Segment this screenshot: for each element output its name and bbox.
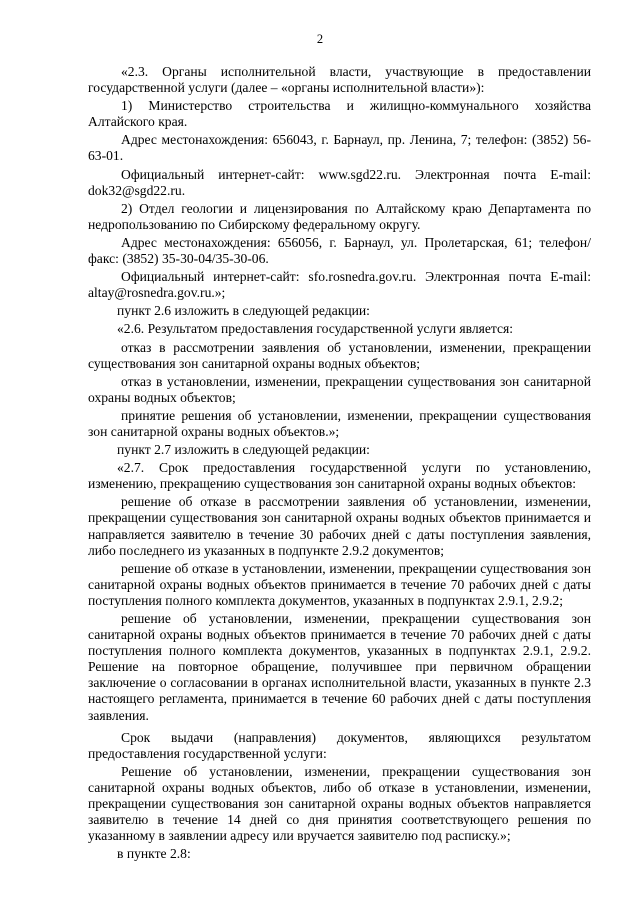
paragraph-term-30-days: решение об отказе в рассмотрении заявления об установлении, изменении, прекращении существования зон санитарной охраны водных объектов принимается и направляется заявителю в течение 30 рабочих дней с даты поступления заявления, либо последнего из указанных в подпункте 2.9.2 документов; — [88, 494, 591, 558]
paragraph-point-2-8: в пункте 2.8: — [117, 846, 191, 862]
paragraph-issue-14-days: Решение об установлении, изменении, прекращении существования зон санитарной охраны водных объектов, либо об отказе в установлении, изменении, прекращении существования зон санитарной охраны водных объектов направляется заявителю в течение 14 дней со дня принятия соответствующего решения по указанному в заявлении адресу или вручается заявителю под расписку.»; — [88, 763, 591, 844]
page-number: 2 — [316, 32, 324, 46]
paragraph-2-7-term: «2.7. Срок предоставления государственной услуги по установлению, изменению, прекращению существования зон санитарной охраны водных объектов: — [88, 460, 591, 492]
paragraph-term-70-days-decision: решение об установлении, изменении, прекращении существования зон санитарной охраны водных объектов принимается в течение 70 рабочих дней с даты поступления полного комплекта документов, указанных в подпунктах 2.9.1, 2.9.2. Решение на повторное обращение, получившее при первичном обращении заключение о согласовании в органах исполнительной власти, указанных в пункте 2.3 настоящего регламента, принимается в течение 60 рабочих дней с даты поступления заявления. — [88, 611, 591, 723]
paragraph-refusal-consideration: отказ в рассмотрении заявления об установлении, изменении, прекращении существования зон санитарной охраны водных объектов; — [88, 339, 591, 371]
paragraph-ministry: 1) Министерство строительства и жилищно-коммунального хозяйства Алтайского края. — [88, 98, 591, 130]
paragraph-ministry-website: Официальный интернет-сайт: www.sgd22.ru. Электронная почта E-mail: dok32@sgd22.ru. — [88, 166, 591, 198]
paragraph-point-2-6-intro: пункт 2.6 изложить в следующей редакции: — [117, 303, 370, 319]
paragraph-2-6-result: «2.6. Результатом предоставления государственной услуги является: — [117, 321, 514, 337]
paragraph-refusal-establishment: отказ в установлении, изменении, прекращении существования зон санитарной охраны водных объектов; — [88, 373, 591, 405]
paragraph-geology-address: Адрес местонахождения: 656056, г. Барнаул, ул. Пролетарская, 61; телефон/факс: (3852) 35-30-04/35-30-06. — [88, 234, 591, 267]
paragraph-ministry-address: Адрес местонахождения: 656043, г. Барнаул, пр. Ленина, 7; телефон: (3852) 56-63-01. — [88, 132, 591, 164]
paragraph-geology-website: Официальный интернет-сайт: sfo.rosnedra.gov.ru. Электронная почта E-mail: altay@rosnedra.gov.ru.»; — [88, 269, 591, 301]
document-body — [88, 64, 591, 864]
paragraph-point-2-7-intro: пункт 2.7 изложить в следующей редакции: — [117, 442, 370, 458]
paragraph-issue-term: Срок выдачи (направления) документов, являющихся результатом предоставления государственной услуги: — [88, 729, 591, 761]
paragraph-geology-department: 2) Отдел геологии и лицензирования по Алтайскому краю Департамента по недропользованию по Сибирскому федеральному округу. — [88, 200, 591, 232]
paragraph-term-70-days-refusal: решение об отказе в установлении, изменении, прекращении существования зон санитарной охраны водных объектов принимается в течение 70 рабочих дней с даты поступления полного комплекта документов, указанных в подпунктах 2.9.1, 2.9.2; — [88, 560, 591, 608]
paragraph-decision-adoption: принятие решения об установлении, изменении, прекращении существования зон санитарной охраны водных объектов.»; — [88, 407, 591, 439]
paragraph-2-3-heading: «2.3. Органы исполнительной власти, участвующие в предоставлении государственной услуги (далее – «органы исполнительной власти»): — [88, 64, 591, 96]
